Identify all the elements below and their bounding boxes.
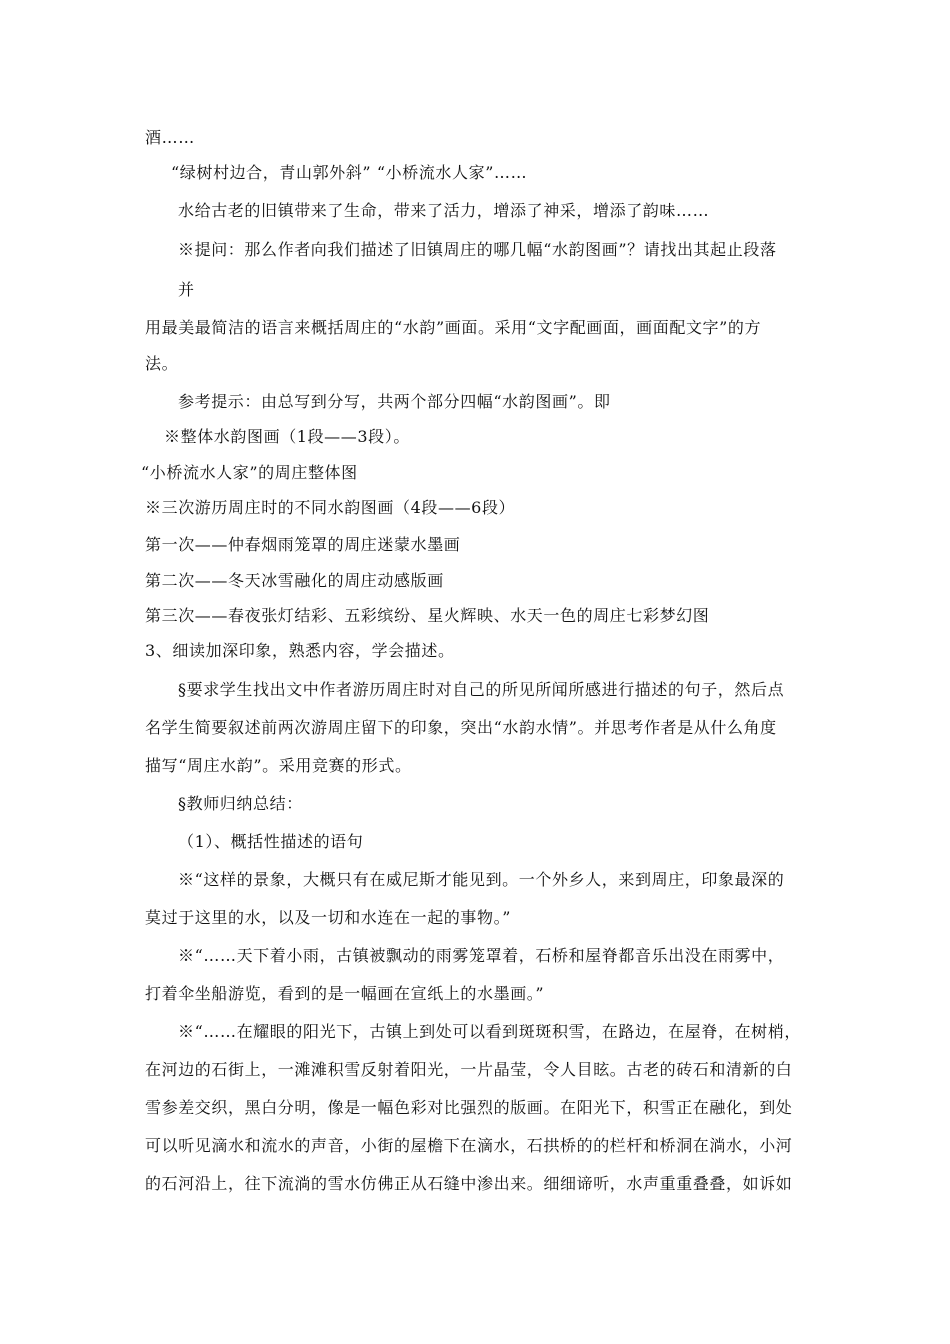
text-line: 的石河沿上，往下流淌的雪水仿佛正从石缝中渗出来。细细谛听，水声重重叠叠，如诉如 [145,1174,793,1193]
text-line: ※三次游历周庄时的不同水韵图画（4段——6段） [145,498,516,517]
text-line: §教师归纳总结： [178,794,303,813]
text-line: 第三次——春夜张灯结彩、五彩缤纷、星火辉映、水天一色的周庄七彩梦幻图 [145,606,710,625]
text-line: ※整体水韵图画（1段——3段）。 [164,427,410,446]
text-line: ※“……在耀眼的阳光下，古镇上到处可以看到斑斑积雪，在路边，在屋脊，在树梢， [178,1022,801,1041]
text-line: 名学生简要叙述前两次游周庄留下的印象，突出“水韵水情”。并思考作者是从什么角度 [145,718,777,737]
text-line: ※“……天下着小雨，古镇被飘动的雨雾笼罩着，石桥和屋脊都音乐出没在雨雾中， [178,946,785,965]
text-line: 在河边的石街上，一滩滩积雪反射着阳光，一片晶莹，令人目眩。古老的砖石和清新的白 [145,1060,793,1079]
text-line: 法。 [145,354,179,373]
text-line: 描写“周庄水韵”。采用竞赛的形式。 [145,756,412,775]
text-line: 可以听见滴水和流水的声音，小街的屋檐下在滴水，石拱桥的的栏杆和桥洞在淌水，小河 [145,1136,793,1155]
text-line: 并 [178,280,195,299]
text-line: 用最美最简洁的语言来概括周庄的“水韵”画面。采用“文字配画面，画面配文字”的方 [145,318,762,337]
text-line: ※“这样的景象，大概只有在威尼斯才能见到。一个外乡人，来到周庄，印象最深的 [178,870,785,889]
text-line: （1）、概括性描述的语句 [178,832,364,851]
text-line: “绿树村边合，青山郭外斜” “小桥流水人家”…… [171,163,528,182]
text-line: ※提问：那么作者向我们描述了旧镇周庄的哪几幅“水韵图画”？请找出其起止段落 [178,240,777,259]
text-line: 第一次——仲春烟雨笼罩的周庄迷蒙水墨画 [145,535,461,554]
text-line: 莫过于这里的水，以及一切和水连在一起的事物。” [145,908,511,927]
text-line: 酒…… [145,128,195,147]
text-line: “小桥流水人家”的周庄整体图 [141,463,358,482]
text-line: 第二次——冬天冰雪融化的周庄动感版画 [145,571,444,590]
text-line: 3、细读加深印象，熟悉内容，学会描述。 [145,641,455,660]
text-line: 参考提示：由总写到分写，共两个部分四幅“水韵图画”。即 [178,392,611,411]
text-line: 水给古老的旧镇带来了生命，带来了活力，增添了神采，增添了韵味…… [178,201,710,220]
text-line: 打着伞坐船游览，看到的是一幅画在宣纸上的水墨画。” [145,984,545,1003]
text-line: §要求学生找出文中作者游历周庄时对自己的所见所闻所感进行描述的句子，然后点 [178,680,785,699]
text-line: 雪参差交织，黑白分明，像是一幅色彩对比强烈的版画。在阳光下，积雪正在融化，到处 [145,1098,793,1117]
